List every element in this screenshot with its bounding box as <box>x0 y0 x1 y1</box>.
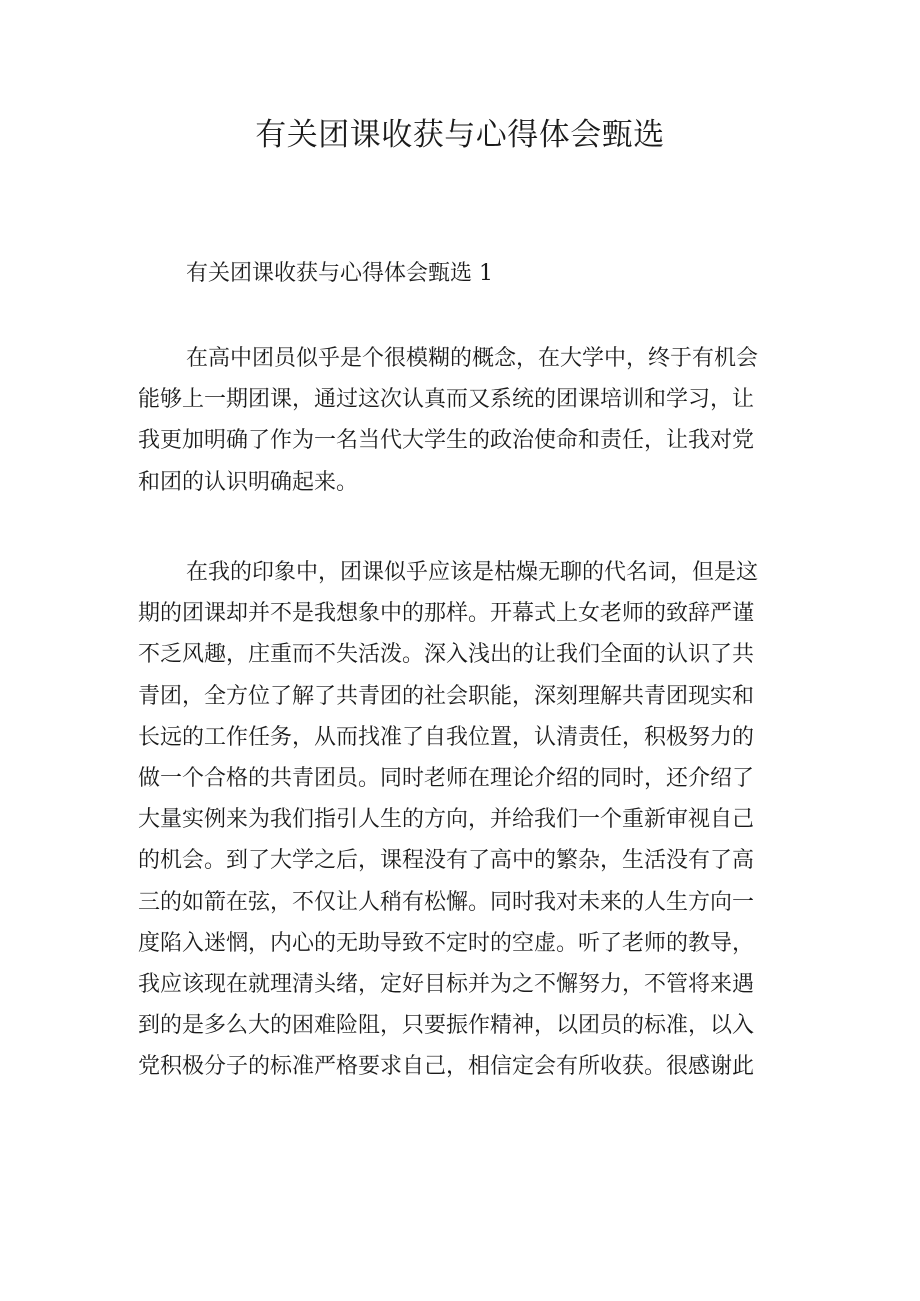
paragraph-line: 不乏风趣，庄重而不失活泼。深入浅出的让我们全面的认识了共 <box>138 642 755 668</box>
paragraph-line: 我更加明确了作为一名当代大学生的政治使命和责任，让我对党 <box>138 428 755 454</box>
paragraph-line: 度陷入迷惘，内心的无助导致不定时的空虚。听了老师的教导， <box>138 930 755 956</box>
paragraph-line: 在高中团员似乎是个很模糊的概念，在大学中，终于有机会 <box>186 346 759 371</box>
paragraph-line: 能够上一期团课，通过这次认真而又系统的团课培训和学习，让 <box>138 387 755 413</box>
paragraph-line: 在我的印象中，团课似乎应该是枯燥无聊的代名词，但是这 <box>186 560 759 585</box>
paragraph-line: 我应该现在就理清头绪，定好目标并为之不懈努力，不管将来遇 <box>138 971 755 997</box>
paragraph-line: 的机会。到了大学之后，课程没有了高中的繁杂，生活没有了高 <box>138 848 755 874</box>
paragraph-line: 到的是多么大的困难险阻，只要振作精神，以团员的标准，以入 <box>138 1013 755 1039</box>
section-heading: 有关团课收获与心得体会甄选 1 <box>186 261 493 286</box>
paragraph-line: 三的如箭在弦，不仅让人稍有松懈。同时我对未来的人生方向一 <box>138 889 755 915</box>
paragraph-line: 和团的认识明确起来。 <box>138 469 359 495</box>
paragraph-line: 期的团课却并不是我想象中的那样。开幕式上女老师的致辞严谨 <box>138 601 755 627</box>
paragraph-line: 做一个合格的共青团员。同时老师在理论介绍的同时，还介绍了 <box>138 765 755 791</box>
paragraph-line: 长远的工作任务，从而找准了自我位置，认清责任，积极努力的 <box>138 724 755 750</box>
paragraph-1 <box>138 338 786 503</box>
paragraph-line: 大量实例来为我们指引人生的方向，并给我们一个重新审视自己 <box>138 807 755 833</box>
paragraph-line: 党积极分子的标准严格要求自己，相信定会有所收获。很感谢此 <box>138 1054 755 1080</box>
paragraph-line: 青团，全方位了解了共青团的社会职能，深刻理解共青团现实和 <box>138 683 755 709</box>
document-title: 有关团课收获与心得体会甄选 <box>255 117 665 153</box>
paragraph-2 <box>138 552 786 1087</box>
